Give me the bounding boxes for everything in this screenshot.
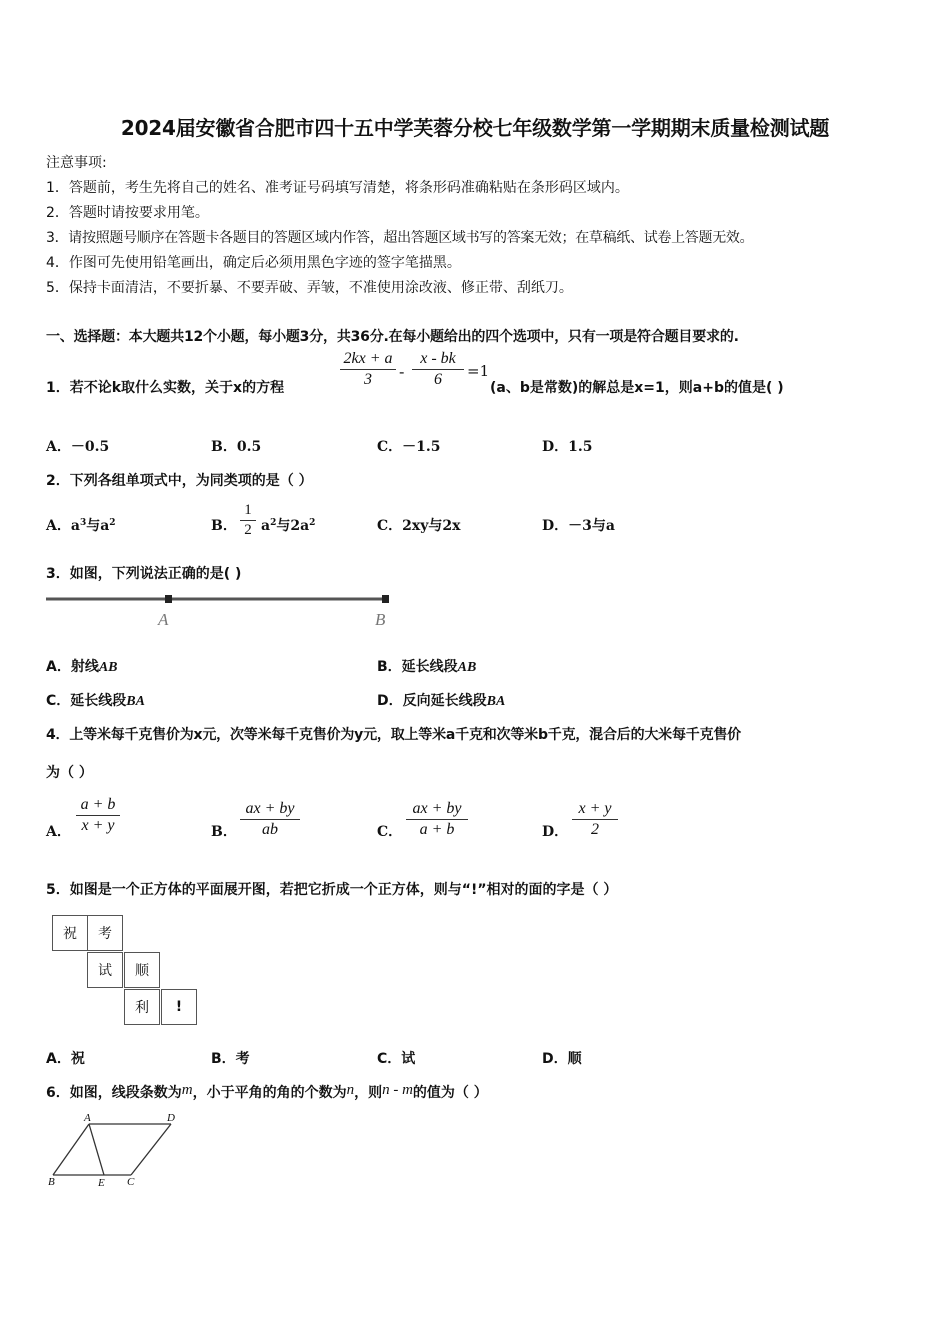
q4-option-d-fraction: [572, 800, 618, 839]
q5-cell-zhu: 祝: [52, 915, 88, 951]
q5-cell-exclaim: !: [161, 989, 197, 1025]
q4-option-b-fraction: [240, 800, 300, 839]
q1-option-c[interactable]: C．－1.5: [377, 439, 441, 455]
q4-option-c-label[interactable]: C．: [377, 824, 403, 840]
q6-stem: [46, 1082, 488, 1102]
q2-b-exp1: 2: [270, 518, 277, 528]
notice-item-3: 3．请按照题号顺序在答题卡各题目的答题区域内作答，超出答题区域书写的答案无效；在草稿纸、试卷上答题无效。: [46, 230, 754, 246]
q1-frac1-bar: [340, 369, 396, 370]
q3-point-a-mark: [165, 595, 172, 603]
q4-b-den: ab: [262, 821, 278, 838]
q4-option-c-fraction: [406, 800, 468, 839]
q1-frac2-bar: [412, 369, 464, 370]
q3-point-b-label: B: [375, 610, 386, 629]
q4-c-bar: [406, 819, 468, 820]
q1-option-a[interactable]: A．－0.5: [46, 439, 110, 455]
q4-option-a-label[interactable]: A．: [46, 824, 71, 840]
q1-fraction-2: [412, 350, 464, 389]
q2-option-b-body: [261, 515, 315, 535]
q2-b-mid: 与2a: [276, 518, 310, 534]
q3-b-label: B．延长线段: [377, 659, 458, 675]
q2-option-b-label[interactable]: B．: [211, 518, 237, 534]
section-heading: 一、选择题：本大题共12个小题，每小题3分，共36分.在每小题给出的四个选项中，只有一项是符合题目要求的.: [46, 329, 739, 345]
notice-item-4: 4．作图可先使用铅笔画出，确定后必须用黑色字迹的签字笔描黑。: [46, 255, 461, 271]
q4-b-bar: [240, 819, 300, 820]
notice-heading: 注意事项:: [46, 155, 107, 171]
q3-option-c[interactable]: [46, 690, 145, 710]
q2-b-num: 1: [244, 502, 252, 518]
q6-stem-c: ，则: [354, 1085, 383, 1101]
q4-d-num: x + y: [578, 800, 612, 817]
q2-a-mid: 与a: [86, 518, 110, 534]
q2-option-d[interactable]: D．－3与a: [542, 518, 615, 534]
q6-var-m: m: [181, 1082, 193, 1098]
q4-a-den: x + y: [81, 817, 115, 834]
q2-option-a[interactable]: [46, 515, 116, 535]
q3-option-d[interactable]: [377, 690, 505, 710]
q6-label-a: A: [84, 1112, 91, 1124]
q2-b-bar: [240, 520, 256, 521]
notice-item-5: 5．保持卡面清洁，不要折暴、不要弄破、弄皱，不准使用涂改液、修正带、刮纸刀。: [46, 280, 573, 296]
q2-a-exp2: 2: [109, 518, 116, 528]
q3-ray-figure: [44, 590, 394, 632]
q5-option-d[interactable]: D．顺: [542, 1051, 582, 1067]
q6-segment-ab: [53, 1124, 89, 1175]
q5-cell-shun: 顺: [124, 952, 160, 988]
notice-item-1: 1．答题前，考生先将自己的姓名、准考证号码填写清楚，将条形码准确粘贴在条形码区域内。: [46, 180, 629, 196]
q1-frac1-num: 2kx + a: [343, 350, 393, 367]
q6-var-n: n: [346, 1082, 355, 1098]
q6-stem-b: ，小于平角的角的个数为: [192, 1085, 347, 1101]
q1-fraction-1: [340, 350, 396, 389]
q2-stem: 2．下列各组单项式中，为同类项的是（ ）: [46, 473, 313, 489]
q2-option-c[interactable]: C．2xy与2x: [377, 518, 461, 534]
q4-stem-line2: 为（ ）: [46, 765, 93, 781]
q3-a-var: AB: [98, 660, 118, 675]
q3-point-b-mark: [382, 595, 389, 603]
q5-option-c[interactable]: C．试: [377, 1051, 416, 1067]
q4-a-num: a + b: [80, 796, 116, 813]
q6-segment-dc: [131, 1124, 171, 1175]
q6-label-c: C: [127, 1176, 135, 1188]
page-title: 2024届安徽省合肥市四十五中学芙蓉分校七年级数学第一学期期末质量检测试题: [120, 116, 830, 140]
q3-point-a-label: A: [158, 610, 169, 629]
q5-cell-li: 利: [124, 989, 160, 1025]
q4-option-a-fraction: [76, 796, 120, 835]
q1-option-b[interactable]: B．0.5: [211, 439, 262, 455]
q4-b-num: ax + by: [245, 800, 295, 817]
q4-c-den: a + b: [419, 821, 455, 838]
q5-cell-shi: 试: [87, 952, 123, 988]
q3-d-var: BA: [486, 694, 506, 709]
q5-cube-net: [52, 915, 202, 1027]
q1-frac2-num: x - bk: [420, 350, 456, 367]
q6-expr: n - m: [382, 1082, 413, 1098]
q6-segment-ae: [89, 1124, 104, 1175]
q3-c-label: C．延长线段: [46, 693, 127, 709]
q4-d-den: 2: [591, 821, 599, 838]
q1-equals: =1: [467, 362, 490, 380]
q2-b-den: 2: [244, 522, 252, 538]
q3-option-b[interactable]: [377, 656, 476, 676]
q3-b-var: AB: [457, 660, 477, 675]
q5-cell-kao: 考: [87, 915, 123, 951]
q6-label-e: E: [98, 1177, 105, 1189]
q1-option-d[interactable]: D．1.5: [542, 439, 593, 455]
q4-option-d-label[interactable]: D．: [542, 824, 569, 840]
q6-label-b: B: [48, 1176, 55, 1188]
q5-option-b[interactable]: B．考: [211, 1051, 250, 1067]
q4-d-bar: [572, 819, 618, 820]
q4-c-num: ax + by: [412, 800, 462, 817]
q4-option-b-label[interactable]: B．: [211, 824, 237, 840]
q3-c-var: BA: [126, 694, 145, 709]
notice-item-2: 2．答题时请按要求用笔。: [46, 205, 209, 221]
q3-d-label: D．反向延长线段: [377, 693, 487, 709]
q5-option-a[interactable]: A．祝: [46, 1051, 85, 1067]
q6-stem-a: 6．如图，线段条数为: [46, 1085, 182, 1101]
q2-b-exp2: 2: [309, 518, 316, 528]
q5-stem: 5．如图是一个正方体的平面展开图，若把它折成一个正方体，则与“!”相对的面的字是（ ）: [46, 882, 618, 898]
q2-a-label: A．a: [46, 518, 80, 534]
q3-stem: 3．如图，下列说法正确的是( ): [46, 566, 242, 582]
q1-stem-after: (a、b是常数)的解总是x=1，则a+b的值是( ): [490, 380, 784, 396]
q3-option-a[interactable]: [46, 656, 118, 676]
q4-stem-line1: 4．上等米每千克售价为x元，次等米每千克售价为y元，取上等米a千克和次等米b千克，混合后的大米每千克售价: [46, 727, 741, 743]
q6-label-d: D: [167, 1112, 175, 1124]
q1-stem: 1．若不论k取什么实数，关于x的方程: [46, 380, 285, 396]
q3-a-label: A．射线: [46, 659, 99, 675]
q6-stem-d: 的值为（ ）: [412, 1085, 488, 1101]
q4-a-bar: [76, 815, 120, 816]
q1-frac1-den: 3: [364, 371, 372, 388]
q2-b-var: a: [261, 518, 271, 534]
q2-a-exp1: 3: [79, 518, 87, 528]
q2-b-fraction: [240, 502, 256, 539]
q1-frac2-den: 6: [434, 371, 442, 388]
q1-minus: -: [399, 362, 405, 381]
